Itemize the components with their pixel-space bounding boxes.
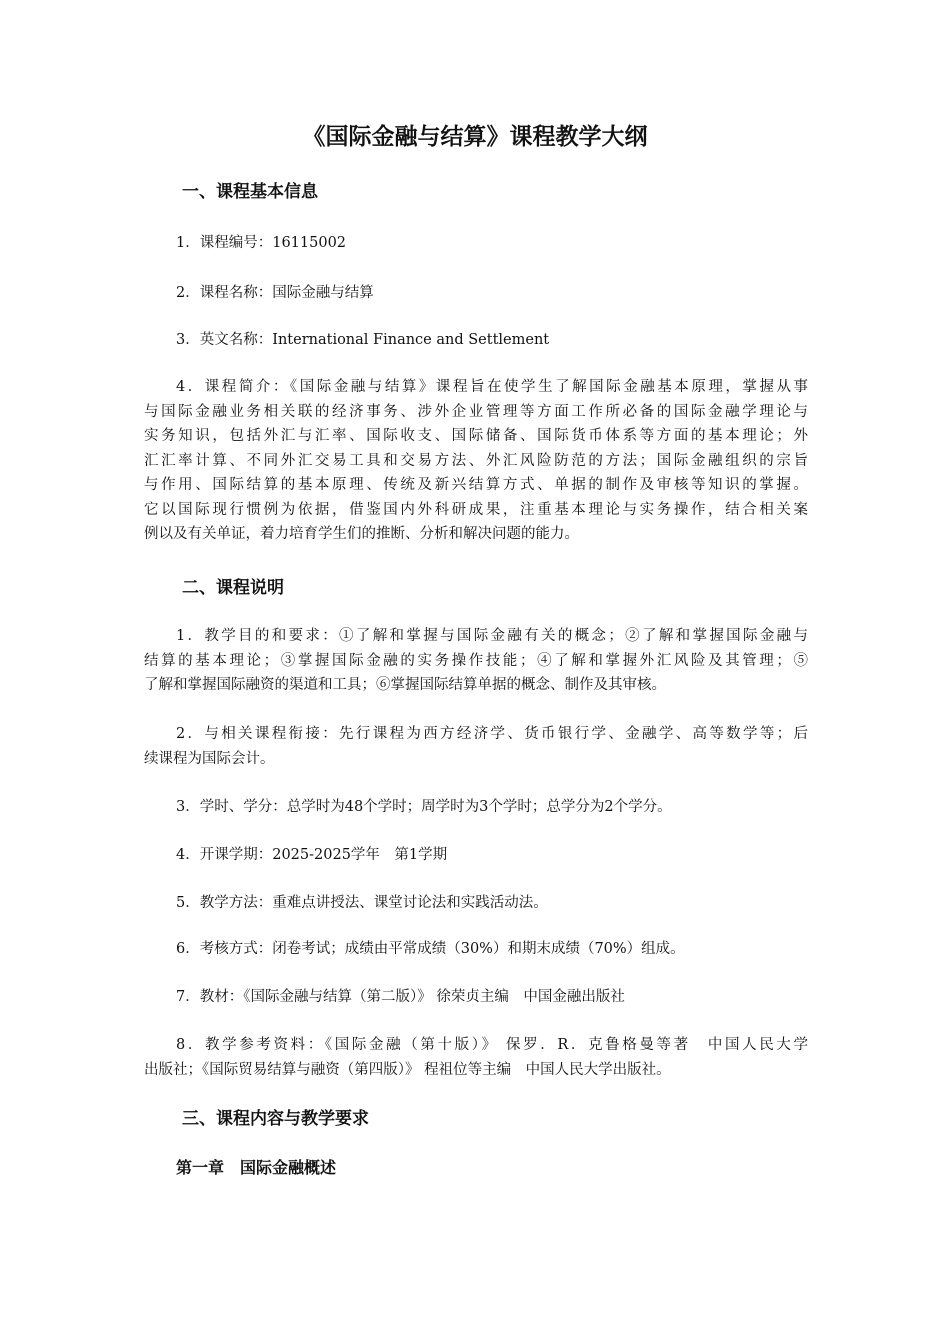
english-name: 3．英文名称：International Finance and Settlement xyxy=(176,332,550,348)
chapter-heading: 第一章 国际金融概述 xyxy=(176,1158,337,1177)
intro-line: 它以国际现行惯例为依据，借鉴国内外科研成果，注重基本理论与实务操作，结合相关案 xyxy=(144,501,808,518)
goals-line: 了解和掌握国际融资的渠道和工具；⑥掌握国际结算单据的概念、制作及其审核。 xyxy=(144,677,666,693)
intro-line: 与作用、国际结算的基本原理、传统及新兴结算方式、单据的制作及审核等知识的掌握。 xyxy=(144,477,808,493)
goals-line: 结算的基本理论；③掌握国际金融的实务操作技能；④了解和掌握外汇风险及其管理；⑤ xyxy=(144,652,808,669)
intro-line: 实务知识，包括外汇与汇率、国际收支、国际储备、国际货币体系等方面的基本理论；外 xyxy=(144,428,808,444)
course-code: 1．课程编号：16115002 xyxy=(176,235,347,251)
semester: 4．开课学期：2025-2025学年 第1学期 xyxy=(176,847,448,863)
credit-hours: 3．学时、学分：总学时为48个学时；周学时为3个学时；总学分为2个学分。 xyxy=(176,799,672,815)
intro-line: 例以及有关单证，着力培育学生们的推断、分析和解决问题的能力。 xyxy=(144,526,579,542)
references-line: 8．教学参考资料：《国际金融（第十版）》 保罗．R．克鲁格曼等著 中国人民大学 xyxy=(176,1037,808,1053)
intro-line: 4．课程简介：《国际金融与结算》课程旨在使学生了解国际金融基本原理，掌握从事 xyxy=(176,379,808,395)
course-name: 2．课程名称：国际金融与结算 xyxy=(176,285,374,301)
references-paragraph xyxy=(144,1033,808,1082)
teaching-methods: 5．教学方法：重难点讲授法、课堂讨论法和实践活动法。 xyxy=(176,895,548,911)
textbook: 7．教材：《国际金融与结算（第二版）》 徐荣贞主编 中国金融出版社 xyxy=(176,989,625,1005)
document-title: 《国际金融与结算》课程教学大纲 xyxy=(302,124,648,150)
course-intro-paragraph xyxy=(144,375,808,547)
related-courses-paragraph xyxy=(144,722,808,771)
intro-line: 汇汇率计算、不同外汇交易工具和交易方法、外汇风险防范的方法；国际金融组织的宗旨 xyxy=(144,452,808,469)
goals-line: 1．教学目的和要求：①了解和掌握与国际金融有关的概念；②了解和掌握国际金融与 xyxy=(176,628,808,644)
references-line: 出版社；《国际贸易结算与融资（第四版）》 程祖位等主编 中国人民大学出版社。 xyxy=(144,1061,671,1078)
intro-line: 与国际金融业务相关联的经济事务、涉外企业管理等方面工作所必备的国际金融学理论与 xyxy=(144,403,808,420)
assessment: 6．考核方式：闭卷考试；成绩由平常成绩（30%）和期末成绩（70%）组成。 xyxy=(176,941,685,957)
section-heading-course-description: 二、课程说明 xyxy=(182,578,284,598)
section-heading-basic-info: 一、课程基本信息 xyxy=(182,182,318,202)
teaching-goals-paragraph xyxy=(144,624,808,698)
section-heading-course-content: 三、课程内容与教学要求 xyxy=(182,1109,369,1129)
related-courses-line: 2．与相关课程衔接：先行课程为西方经济学、货币银行学、金融学、高等数学等；后 xyxy=(176,726,808,742)
related-courses-line: 续课程为国际会计。 xyxy=(144,750,275,767)
